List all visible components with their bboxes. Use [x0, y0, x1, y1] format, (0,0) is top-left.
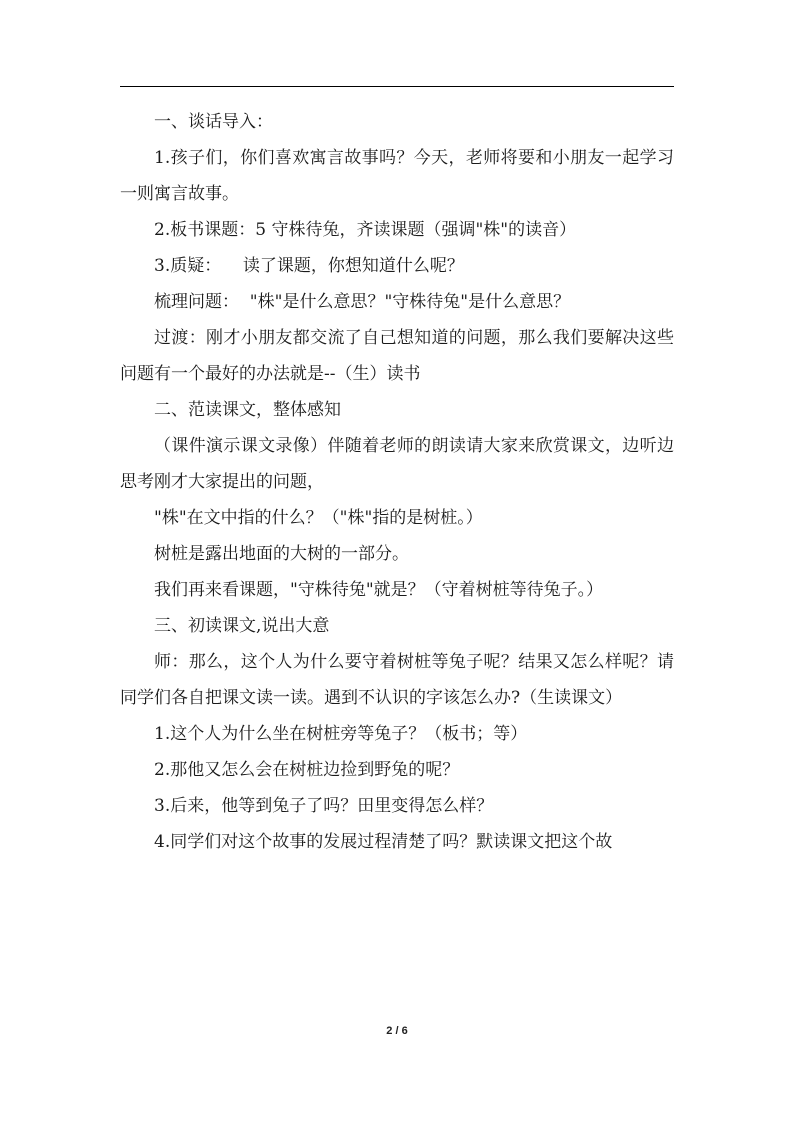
paragraph: 2.板书课题：5 守株待兔，齐读课题（强调"株"的读音） [154, 220, 577, 240]
paragraph: 我们再来看课题，"守株待兔"就是？（守着树桩等待兔子。） [154, 580, 604, 600]
paragraph: 1.这个人为什么坐在树桩旁等兔子？（板书；等） [154, 724, 528, 744]
paragraph: 3.质疑： 读了课题，你想知道什么呢？ [154, 256, 464, 276]
paragraph: 树桩是露出地面的大树的一部分。 [154, 544, 409, 564]
paragraph: 2.那他又怎么会在树桩边捡到野兔的呢？ [154, 760, 460, 780]
section-heading-reading: 二、范读课文，整体感知 [154, 400, 341, 420]
section-heading-intro: 一、谈话导入： [154, 112, 273, 132]
paragraph: 4.同学们对这个故事的发展过程清楚了吗？默读课文把这个故 [154, 832, 613, 852]
paragraph: 梳理问题： "株"是什么意思？"守株待兔"是什么意思？ [154, 292, 571, 312]
paragraph: 过渡：刚才小朋友都交流了自己想知道的问题，那么我们要解决这些问题有一个最好的办法就是--（生）读书 [120, 328, 674, 384]
paragraph: "株"在文中指的什么？（"株"指的是树桩。） [154, 508, 483, 528]
paragraph: （课件演示课文录像）伴随着老师的朗读请大家来欣赏课文，边听边思考刚才大家提出的问题， [120, 436, 674, 492]
paragraph: 师：那么，这个人为什么要守着树桩等兔子呢？结果又怎么样呢？请同学们各自把课文读一读。遇到不认识的字该怎么办?（生读课文） [120, 652, 674, 708]
header-rule [120, 86, 674, 87]
paragraph: 1.孩子们，你们喜欢寓言故事吗？今天，老师将要和小朋友一起学习一则寓言故事。 [120, 148, 674, 204]
document-body [120, 104, 674, 860]
section-heading-first-read: 三、初读课文,说出大意 [154, 616, 330, 636]
page-number: 2 / 6 [386, 1025, 408, 1037]
paragraph: 3.后来，他等到兔子了吗？田里变得怎么样？ [154, 796, 494, 816]
